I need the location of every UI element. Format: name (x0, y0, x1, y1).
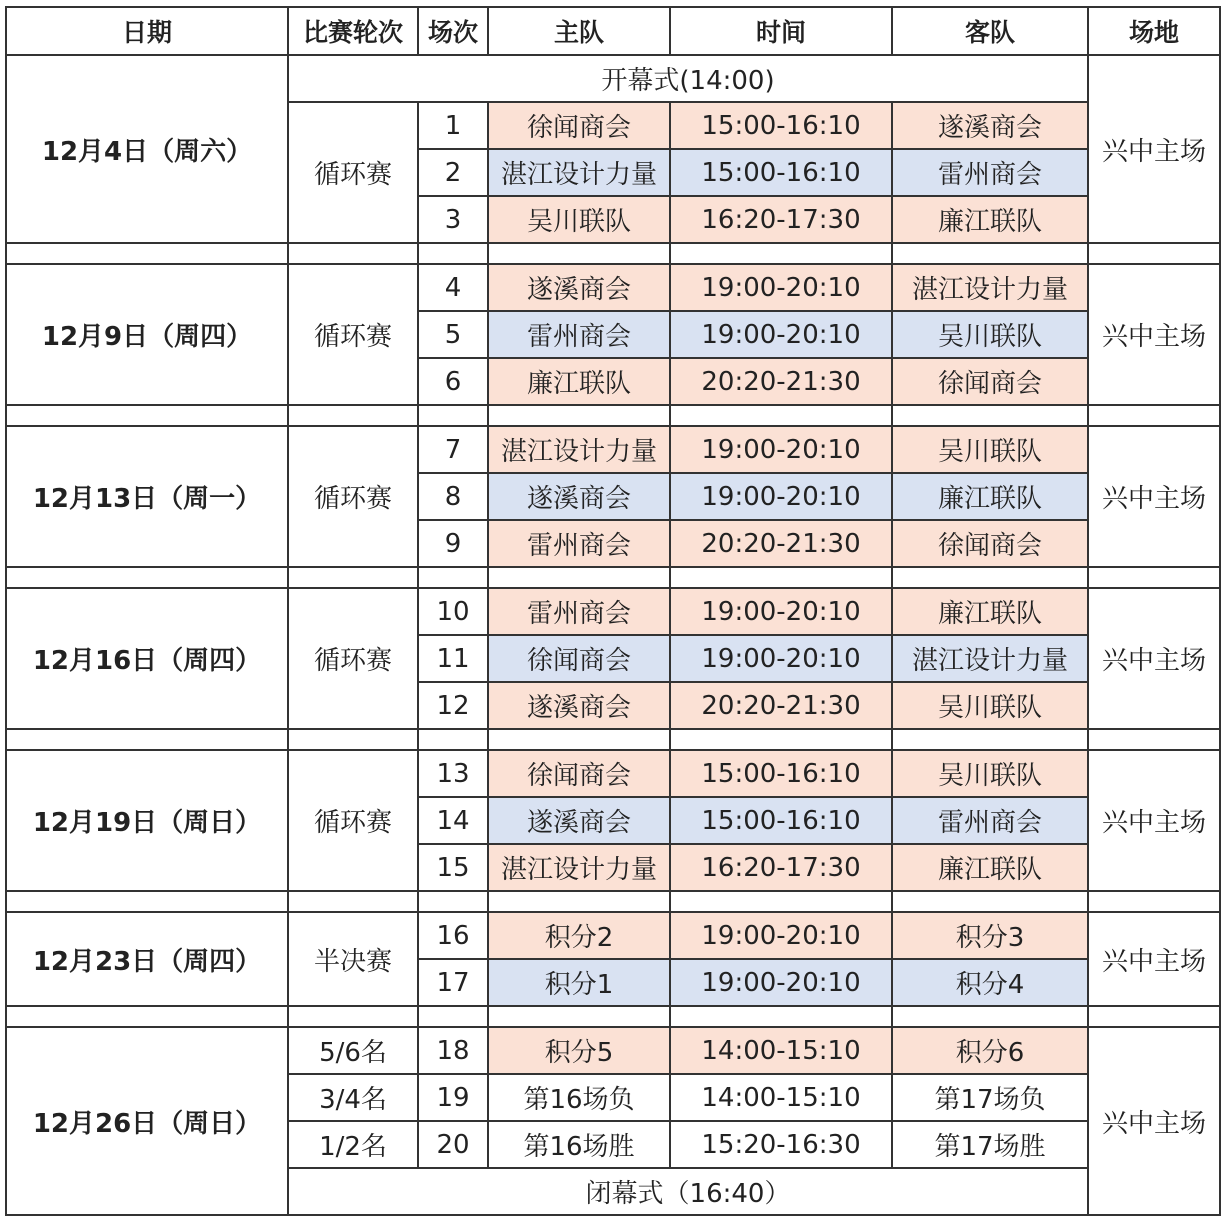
away-team-cell: 积分4 (892, 959, 1088, 1006)
spacer-cell (6, 405, 288, 426)
home-team-cell: 积分5 (488, 1027, 670, 1074)
spacer-cell (418, 243, 488, 264)
time-cell: 15:00-16:10 (670, 797, 892, 844)
spacer-cell (670, 891, 892, 912)
spacer-cell (288, 405, 418, 426)
spacer-cell (6, 1006, 288, 1027)
spacer-cell (1088, 891, 1220, 912)
spacer-cell (418, 567, 488, 588)
spacer-cell (488, 405, 670, 426)
home-team-cell: 徐闻商会 (488, 102, 670, 149)
match-no-cell: 16 (418, 912, 488, 959)
spacer-cell (488, 891, 670, 912)
time-cell: 19:00-20:10 (670, 311, 892, 358)
table-row (6, 588, 1220, 635)
match-no-cell: 2 (418, 149, 488, 196)
home-team-cell: 徐闻商会 (488, 750, 670, 797)
away-team-cell: 雷州商会 (892, 797, 1088, 844)
spacer-cell (488, 243, 670, 264)
match-no-cell: 10 (418, 588, 488, 635)
spacer-cell (488, 567, 670, 588)
spacer-row (6, 243, 1220, 264)
time-cell: 19:00-20:10 (670, 426, 892, 473)
schedule-table (5, 6, 1221, 1216)
round-cell: 循环赛 (288, 426, 418, 567)
spacer-cell (1088, 405, 1220, 426)
match-no-cell: 14 (418, 797, 488, 844)
spacer-row (6, 1006, 1220, 1027)
round-cell: 循环赛 (288, 588, 418, 729)
date-cell: 12月16日（周四） (6, 588, 288, 729)
match-no-cell: 13 (418, 750, 488, 797)
spacer-cell (670, 405, 892, 426)
spacer-cell (288, 1006, 418, 1027)
table-row (6, 426, 1220, 473)
time-cell: 15:00-16:10 (670, 750, 892, 797)
spacer-cell (670, 729, 892, 750)
spacer-cell (6, 891, 288, 912)
spacer-cell (1088, 1006, 1220, 1027)
header-home-team: 主队 (488, 7, 670, 55)
spacer-cell (288, 729, 418, 750)
spacer-cell (418, 729, 488, 750)
time-cell: 20:20-21:30 (670, 358, 892, 405)
away-team-cell: 徐闻商会 (892, 358, 1088, 405)
time-cell: 19:00-20:10 (670, 635, 892, 682)
away-team-cell: 吴川联队 (892, 426, 1088, 473)
home-team-cell: 雷州商会 (488, 588, 670, 635)
away-team-cell: 徐闻商会 (892, 520, 1088, 567)
time-cell: 15:00-16:10 (670, 149, 892, 196)
spacer-cell (892, 405, 1088, 426)
date-cell: 12月26日（周日） (6, 1027, 288, 1215)
home-team-cell: 雷州商会 (488, 311, 670, 358)
spacer-cell (892, 567, 1088, 588)
time-cell: 16:20-17:30 (670, 196, 892, 243)
date-cell: 12月9日（周四） (6, 264, 288, 405)
venue-cell: 兴中主场 (1088, 912, 1220, 1006)
venue-cell: 兴中主场 (1088, 55, 1220, 243)
match-no-cell: 9 (418, 520, 488, 567)
match-no-cell: 8 (418, 473, 488, 520)
match-no-cell: 20 (418, 1121, 488, 1168)
round-cell: 循环赛 (288, 102, 418, 243)
spacer-cell (418, 891, 488, 912)
round-cell: 循环赛 (288, 264, 418, 405)
venue-cell: 兴中主场 (1088, 1027, 1220, 1215)
round-cell: 1/2名 (288, 1121, 418, 1168)
match-no-cell: 11 (418, 635, 488, 682)
time-cell: 19:00-20:10 (670, 912, 892, 959)
spacer-cell (288, 243, 418, 264)
home-team-cell: 徐闻商会 (488, 635, 670, 682)
spacer-cell (892, 729, 1088, 750)
home-team-cell: 积分2 (488, 912, 670, 959)
spacer-cell (670, 567, 892, 588)
spacer-cell (1088, 729, 1220, 750)
match-no-cell: 18 (418, 1027, 488, 1074)
match-no-cell: 17 (418, 959, 488, 1006)
spacer-cell (670, 243, 892, 264)
venue-cell: 兴中主场 (1088, 588, 1220, 729)
spacer-cell (892, 243, 1088, 264)
home-team-cell: 积分1 (488, 959, 670, 1006)
home-team-cell: 遂溪商会 (488, 682, 670, 729)
opening-row (6, 55, 1220, 102)
spacer-cell (6, 567, 288, 588)
home-team-cell: 廉江联队 (488, 358, 670, 405)
time-cell: 15:00-16:10 (670, 102, 892, 149)
away-team-cell: 廉江联队 (892, 196, 1088, 243)
closing-ceremony: 闭幕式（16:40） (288, 1168, 1088, 1215)
home-team-cell: 吴川联队 (488, 196, 670, 243)
table-row (6, 1027, 1220, 1074)
header-round: 比赛轮次 (288, 7, 418, 55)
date-cell: 12月23日（周四） (6, 912, 288, 1006)
venue-cell: 兴中主场 (1088, 426, 1220, 567)
time-cell: 19:00-20:10 (670, 959, 892, 1006)
home-team-cell: 雷州商会 (488, 520, 670, 567)
header-venue: 场地 (1088, 7, 1220, 55)
away-team-cell: 第17场胜 (892, 1121, 1088, 1168)
header-time: 时间 (670, 7, 892, 55)
home-team-cell: 湛江设计力量 (488, 844, 670, 891)
spacer-cell (418, 405, 488, 426)
home-team-cell: 湛江设计力量 (488, 149, 670, 196)
date-cell: 12月13日（周一） (6, 426, 288, 567)
table-row (6, 264, 1220, 311)
header-match-no: 场次 (418, 7, 488, 55)
time-cell: 14:00-15:10 (670, 1027, 892, 1074)
match-no-cell: 12 (418, 682, 488, 729)
time-cell: 19:00-20:10 (670, 588, 892, 635)
away-team-cell: 廉江联队 (892, 588, 1088, 635)
away-team-cell: 廉江联队 (892, 844, 1088, 891)
time-cell: 16:20-17:30 (670, 844, 892, 891)
date-cell: 12月4日（周六） (6, 55, 288, 243)
home-team-cell: 遂溪商会 (488, 473, 670, 520)
away-team-cell: 湛江设计力量 (892, 264, 1088, 311)
match-no-cell: 19 (418, 1074, 488, 1121)
round-cell: 循环赛 (288, 750, 418, 891)
home-team-cell: 第16场胜 (488, 1121, 670, 1168)
match-no-cell: 4 (418, 264, 488, 311)
spacer-row (6, 405, 1220, 426)
spacer-cell (288, 567, 418, 588)
away-team-cell: 遂溪商会 (892, 102, 1088, 149)
match-no-cell: 6 (418, 358, 488, 405)
spacer-row (6, 891, 1220, 912)
round-cell: 3/4名 (288, 1074, 418, 1121)
table-row (6, 750, 1220, 797)
time-cell: 19:00-20:10 (670, 473, 892, 520)
spacer-cell (288, 891, 418, 912)
venue-cell: 兴中主场 (1088, 750, 1220, 891)
date-cell: 12月19日（周日） (6, 750, 288, 891)
spacer-cell (892, 1006, 1088, 1027)
time-cell: 19:00-20:10 (670, 264, 892, 311)
time-cell: 20:20-21:30 (670, 520, 892, 567)
match-no-cell: 1 (418, 102, 488, 149)
match-no-cell: 7 (418, 426, 488, 473)
spacer-cell (6, 243, 288, 264)
spacer-row (6, 567, 1220, 588)
away-team-cell: 积分3 (892, 912, 1088, 959)
spacer-cell (670, 1006, 892, 1027)
spacer-cell (1088, 567, 1220, 588)
away-team-cell: 吴川联队 (892, 311, 1088, 358)
spacer-cell (488, 1006, 670, 1027)
spacer-cell (892, 891, 1088, 912)
away-team-cell: 廉江联队 (892, 473, 1088, 520)
opening-ceremony: 开幕式(14:00) (288, 55, 1088, 102)
time-cell: 14:00-15:10 (670, 1074, 892, 1121)
spacer-cell (6, 729, 288, 750)
away-team-cell: 吴川联队 (892, 750, 1088, 797)
match-no-cell: 5 (418, 311, 488, 358)
header-date: 日期 (6, 7, 288, 55)
home-team-cell: 湛江设计力量 (488, 426, 670, 473)
venue-cell: 兴中主场 (1088, 264, 1220, 405)
round-cell: 半决赛 (288, 912, 418, 1006)
header-away-team: 客队 (892, 7, 1088, 55)
spacer-cell (418, 1006, 488, 1027)
time-cell: 15:20-16:30 (670, 1121, 892, 1168)
header-row (6, 7, 1220, 55)
away-team-cell: 第17场负 (892, 1074, 1088, 1121)
match-no-cell: 3 (418, 196, 488, 243)
home-team-cell: 遂溪商会 (488, 264, 670, 311)
home-team-cell: 遂溪商会 (488, 797, 670, 844)
spacer-cell (1088, 243, 1220, 264)
time-cell: 20:20-21:30 (670, 682, 892, 729)
away-team-cell: 湛江设计力量 (892, 635, 1088, 682)
home-team-cell: 第16场负 (488, 1074, 670, 1121)
spacer-cell (488, 729, 670, 750)
schedule-body (6, 55, 1220, 1215)
away-team-cell: 积分6 (892, 1027, 1088, 1074)
round-cell: 5/6名 (288, 1027, 418, 1074)
match-no-cell: 15 (418, 844, 488, 891)
away-team-cell: 雷州商会 (892, 149, 1088, 196)
away-team-cell: 吴川联队 (892, 682, 1088, 729)
table-row (6, 912, 1220, 959)
spacer-row (6, 729, 1220, 750)
